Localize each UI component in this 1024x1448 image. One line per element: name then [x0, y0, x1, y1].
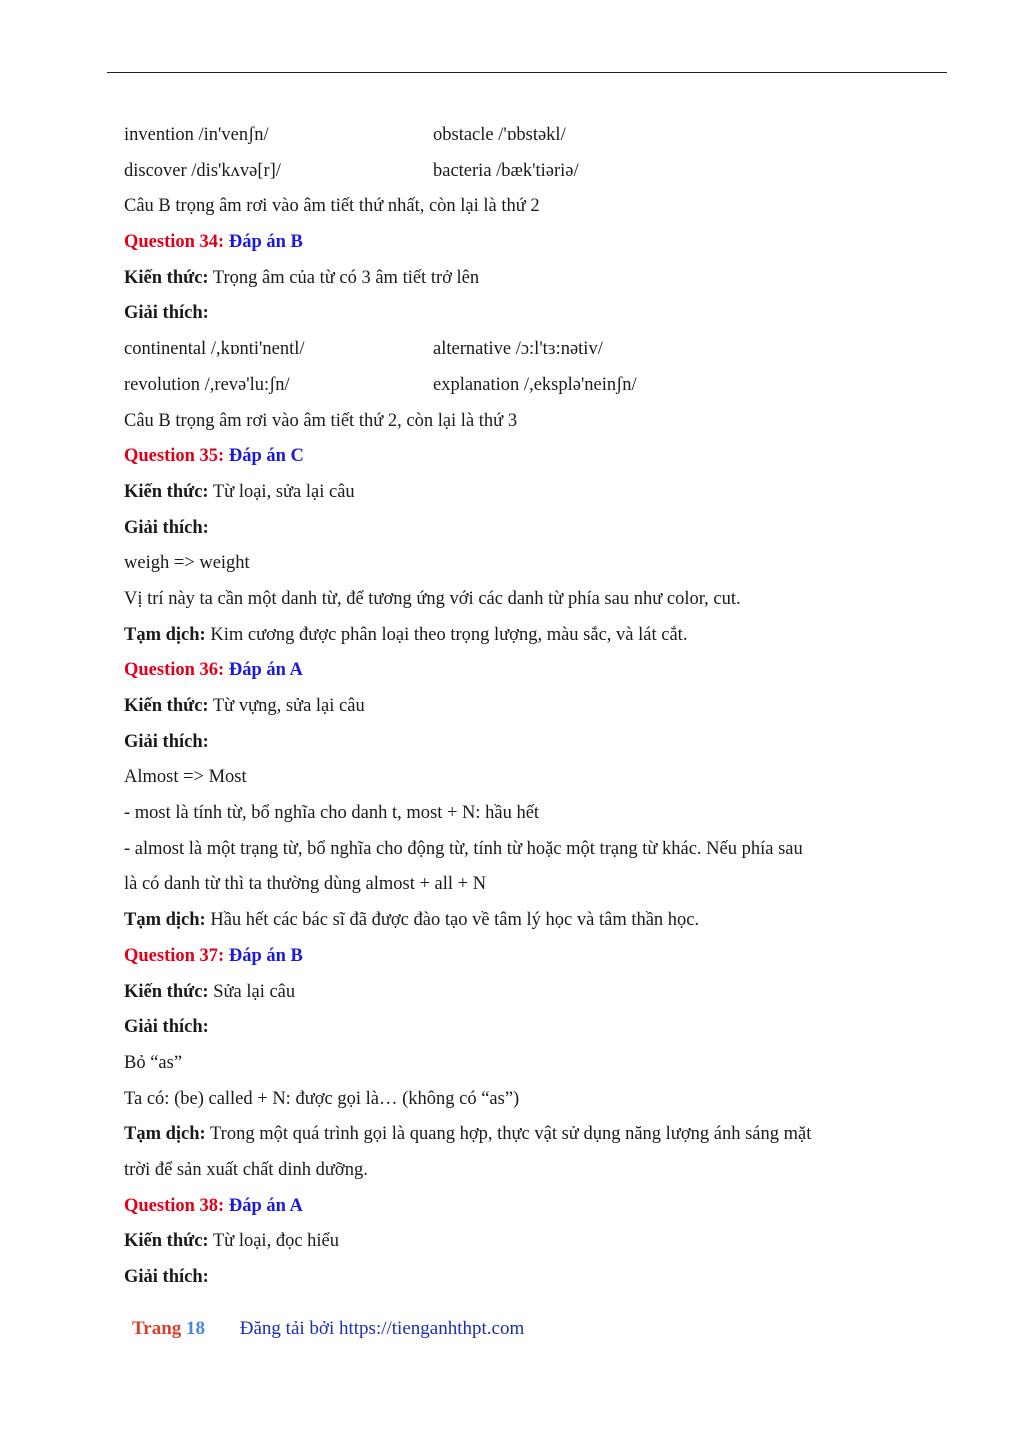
labeled-line — [124, 903, 924, 939]
text-line: trời để sản xuất chất dinh dưỡng. — [124, 1159, 368, 1180]
text-line: Vị trí này ta cần một danh từ, để tương ứng với các danh từ phía sau như color, cut. — [124, 588, 741, 609]
line-label: Kiến thức: — [124, 1231, 209, 1252]
labeled-line — [124, 1117, 924, 1153]
header-rule — [107, 72, 947, 73]
labeled-line — [124, 1224, 924, 1260]
text-line: weigh => weight — [124, 553, 250, 574]
explanation-label: Giải thích: — [124, 1267, 209, 1287]
line-label: Kiến thức: — [124, 267, 209, 288]
line-value: Từ vựng, sửa lại câu — [212, 696, 365, 716]
line-value: Kim cương được phân loại theo trọng lượng, màu sắc, và lát cắt. — [210, 624, 688, 645]
text-line: Almost => Most — [124, 767, 247, 788]
text-line: Ta có: (be) called + N: được gọi là… (không có “as”) — [124, 1088, 520, 1109]
labeled-line — [124, 475, 924, 511]
line-label: Tạm dịch: — [124, 910, 206, 931]
phonetic-row — [124, 332, 924, 368]
explanation-label: Giải thích: — [124, 731, 209, 752]
question-heading — [124, 939, 924, 975]
explanation-heading — [124, 511, 924, 547]
question-heading — [124, 225, 924, 261]
footer-page-number: 18 — [186, 1318, 206, 1339]
answer-key: Đáp án C — [228, 446, 304, 467]
explanation-label: Giải thích: — [124, 1017, 209, 1038]
question-number: Question 36: — [124, 660, 225, 681]
phonetic-row — [124, 118, 924, 154]
line-value: Từ loại, sửa lại câu — [212, 481, 355, 502]
text-line: Bỏ “as” — [124, 1052, 183, 1073]
line-label: Kiến thức: — [124, 696, 209, 716]
line-value: Hầu hết các bác sĩ đã được đào tạo về tâm lý học và tâm thần học. — [210, 910, 700, 931]
explanation-heading — [124, 1260, 924, 1296]
explanation-label: Giải thích: — [124, 303, 209, 324]
question-heading — [124, 439, 924, 475]
explanation-heading — [124, 725, 924, 761]
text-line: Câu B trọng âm rơi vào âm tiết thứ 2, còn lại là thứ 3 — [124, 410, 518, 431]
question-heading — [124, 1189, 924, 1225]
question-number: Question 35: — [124, 446, 225, 467]
explanation-heading — [124, 296, 924, 332]
phonetic-word: invention /in'venʃn/ — [124, 125, 269, 145]
phonetic-word: explanation /,eksplə'neinʃn/ — [433, 374, 637, 395]
phonetic-row — [124, 368, 924, 404]
text-line: - almost là một trạng từ, bổ nghĩa cho động từ, tính từ hoặc một trạng từ khác. Nếu phía sau — [124, 838, 803, 859]
answer-key: Đáp án B — [228, 232, 303, 253]
phonetic-word: discover /dis'kʌvə[r]/ — [124, 160, 281, 181]
line-label: Tạm dịch: — [124, 624, 206, 645]
phonetic-word: continental /,kɒnti'nentl/ — [124, 339, 305, 360]
line-value: Trọng âm của từ có 3 âm tiết trở lên — [212, 267, 480, 288]
text-line: Câu B trọng âm rơi vào âm tiết thứ nhất, còn lại là thứ 2 — [124, 196, 540, 217]
phonetic-word: bacteria /bæk'tiəriə/ — [433, 160, 579, 181]
text-line: - most là tính từ, bổ nghĩa cho danh t, most + N: hầu hết — [124, 803, 540, 824]
question-number: Question 37: — [124, 945, 225, 966]
question-number: Question 38: — [124, 1195, 225, 1216]
question-number: Question 34: — [124, 232, 225, 253]
phonetic-word: alternative /ɔ:l'tɜ:nətiv/ — [433, 339, 603, 360]
page-footer — [132, 1313, 524, 1345]
text-line: là có danh từ thì ta thường dùng almost + all + N — [124, 874, 487, 895]
phonetic-row — [124, 154, 924, 190]
line-label: Tạm dịch: — [124, 1124, 206, 1145]
answer-key: Đáp án B — [228, 945, 303, 966]
explanation-heading — [124, 1010, 924, 1046]
phonetic-word: revolution /,revə'lu:ʃn/ — [124, 374, 290, 395]
question-heading — [124, 653, 924, 689]
answer-key: Đáp án A — [228, 660, 303, 681]
document-body — [124, 118, 924, 1296]
phonetic-word: obstacle /'ɒbstəkl/ — [433, 125, 566, 145]
labeled-line — [124, 975, 924, 1011]
footer-page-word: Trang — [132, 1318, 182, 1339]
explanation-label: Giải thích: — [124, 517, 209, 538]
labeled-line — [124, 618, 924, 654]
footer-source-link[interactable]: Đăng tải bởi https://tienganhthpt.com — [239, 1318, 525, 1339]
line-label: Kiến thức: — [124, 481, 209, 502]
line-label: Kiến thức: — [124, 981, 209, 1002]
line-value: Trong một quá trình gọi là quang hợp, thực vật sử dụng năng lượng ánh sáng mặt — [210, 1124, 812, 1145]
line-value: Sửa lại câu — [213, 981, 296, 1002]
answer-key: Đáp án A — [228, 1195, 303, 1216]
labeled-line — [124, 261, 924, 297]
labeled-line — [124, 689, 924, 725]
line-value: Từ loại, đọc hiểu — [212, 1231, 340, 1252]
